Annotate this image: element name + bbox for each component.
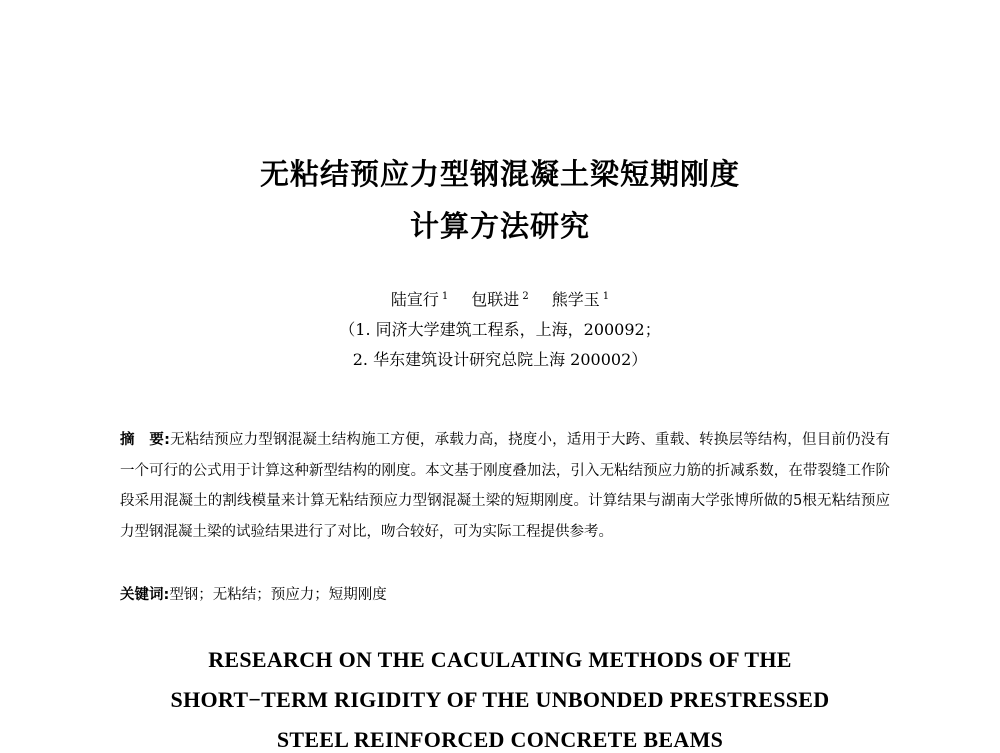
author-1-name: 陆宣行 <box>390 290 439 309</box>
author-1 <box>391 290 448 309</box>
author-3-affiliation-mark: 1 <box>602 290 610 302</box>
abstract-label: 摘 要: <box>120 432 170 448</box>
author-3 <box>552 290 609 309</box>
abstract <box>120 425 890 547</box>
keywords <box>120 583 890 604</box>
author-1-affiliation-mark: 1 <box>441 290 449 302</box>
author-2-affiliation-mark: 2 <box>522 290 529 302</box>
english-title-line-1: RESEARCH ON THE CACULATING METHODS OF THE <box>208 647 792 672</box>
keywords-text: 型钢；无粘结；预应力；短期刚度 <box>169 587 387 603</box>
author-3-name: 熊学玉 <box>551 290 600 309</box>
english-title-line-2: SHORT−TERM RIGIDITY OF THE UNBONDED PRESTRESSED <box>170 687 830 712</box>
author-list <box>0 287 1000 310</box>
abstract-text: 无粘结预应力型钢混凝土结构施工方便，承载力高，挠度小，适用于大跨、重载、转换层等结构，但目前仍没有一个可行的公式用于计算这种新型结构的刚度。本文基于刚度叠加法，引入无粘结预应力筋的折减系数，在带裂缝工作阶段采用混凝土的割线模量来计算无粘结预应力型钢混凝土梁的短期刚度。计算结果与湖南大学张博所做的5根无粘结预应力型钢混凝土梁的试验结果进行了对比，吻合较好，可为实际工程提供参考。 <box>120 432 890 540</box>
author-2 <box>471 290 528 309</box>
paper-title-line-2: 计算方法研究 <box>409 209 590 243</box>
author-2-name: 包联进 <box>471 290 520 309</box>
english-title-line-3: STEEL REINFORCED CONCRETE BEAMS <box>276 727 724 752</box>
keywords-label: 关键词: <box>120 587 170 603</box>
paper-title-line-1: 无粘结预应力型钢混凝土梁短期刚度 <box>259 157 740 191</box>
affiliation-line-1: （1. 同济大学建筑工程系，上海，200092； <box>339 320 661 339</box>
affiliation-line-2: 2. 华东建筑设计研究总院上海 200002） <box>352 350 648 369</box>
